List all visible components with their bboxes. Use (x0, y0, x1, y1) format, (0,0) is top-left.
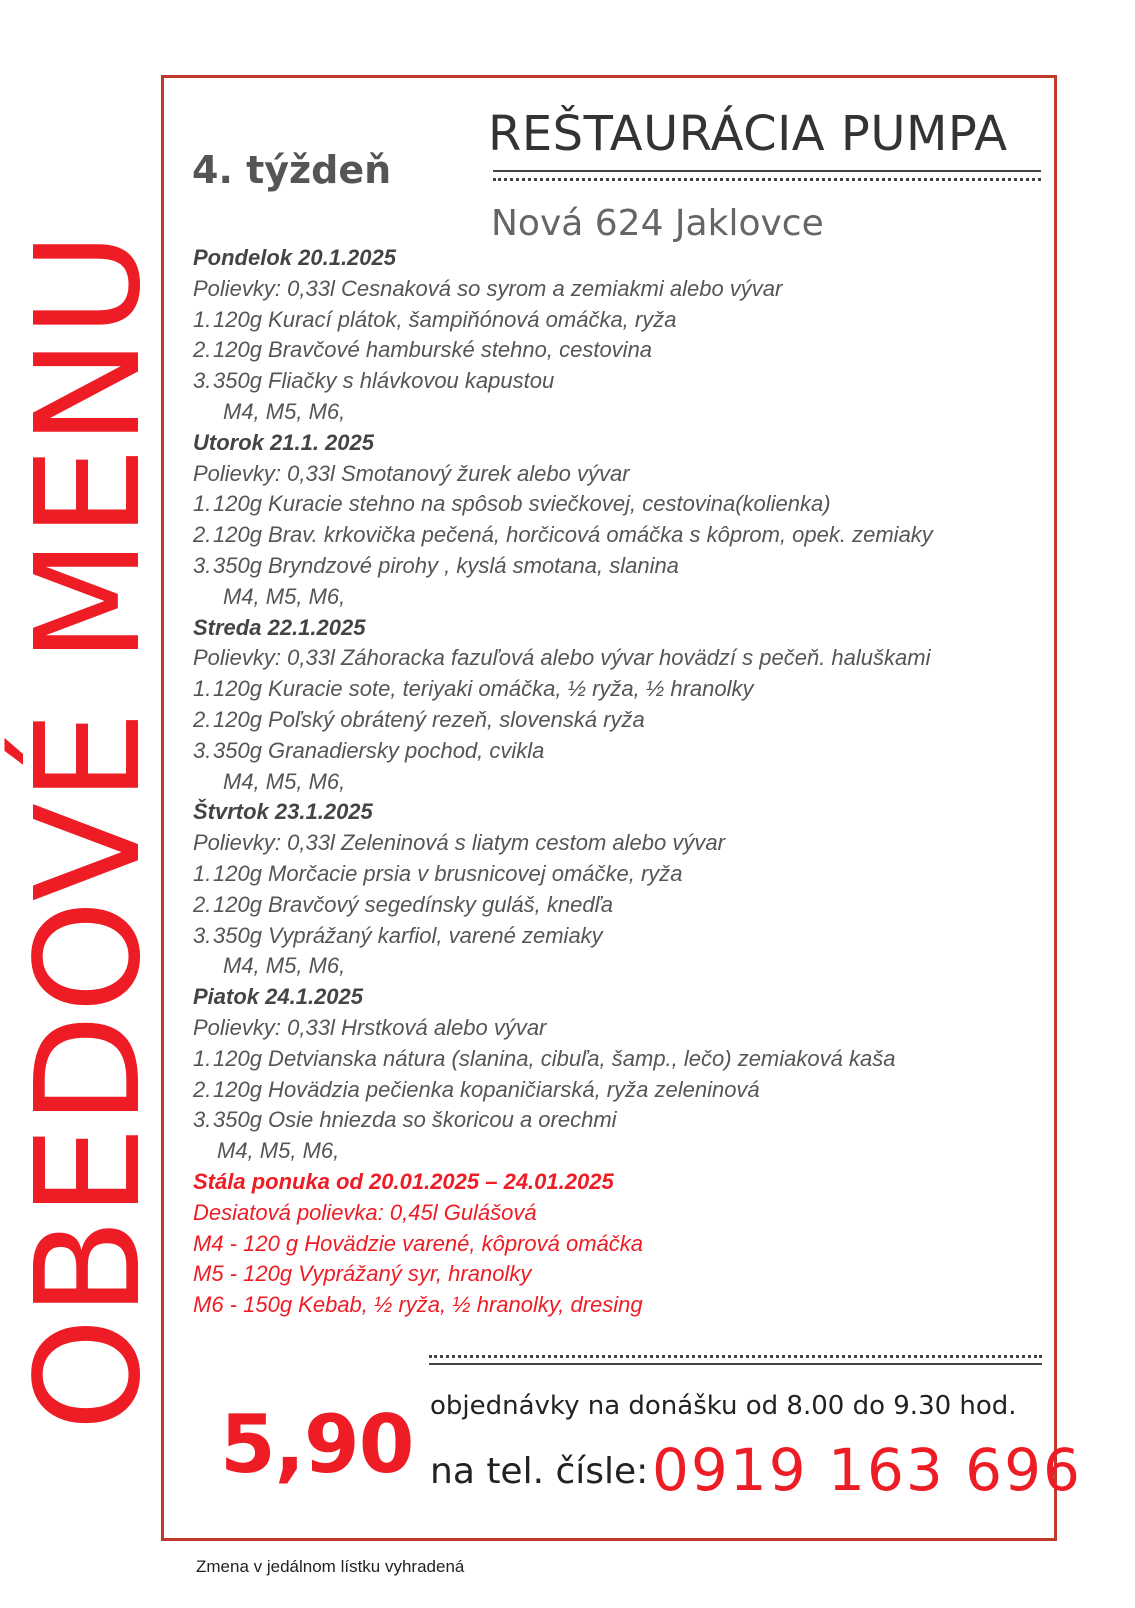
item-text: 350g Vyprážaný karfiol, varené zemiaky (213, 922, 603, 948)
restaurant-name: REŠTAURÁCIA PUMPA (488, 106, 1008, 162)
extras-line: M4, M5, M6, (223, 398, 346, 424)
day-heading: Utorok 21.1. 2025 (193, 429, 374, 455)
week-label: 4. týždeň (192, 148, 392, 192)
extras-line: M4, M5, M6, (217, 1138, 340, 1164)
item-number: 2. (193, 522, 212, 548)
item-text: 120g Bravčové hamburské stehno, cestovina (213, 337, 653, 363)
phone-number: 0919 163 696 (652, 1436, 1082, 1504)
weekly-menu (193, 243, 1043, 1321)
standing-offer-line: M6 - 150g Kebab, ½ ryža, ½ hranolky, dresing (193, 1292, 643, 1318)
menu-price: 5,90 (220, 1398, 414, 1491)
item-number: 3. (193, 922, 212, 948)
item-text: 350g Granadiersky pochod, cvikla (213, 737, 545, 763)
item-text: 120g Hovädzia pečienka kopaničiarská, ryža zeleninová (213, 1076, 760, 1102)
menu-item (193, 366, 1043, 397)
menu-item (193, 1105, 1043, 1136)
standing-offer-block (193, 1167, 1043, 1321)
standing-offer-line: M4 - 120 g Hovädzie varené, kôprová omáčka (193, 1230, 644, 1256)
extras-line: M4, M5, M6, (223, 953, 346, 979)
header-rule (493, 170, 1041, 172)
item-text: 120g Brav. krkovička pečená, horčicová omáčka s kôprom, opek. zemiaky (213, 522, 933, 548)
item-number: 1. (193, 860, 212, 886)
item-text: 120g Kuracie stehno na spôsob sviečkovej, cestovina(kolienka) (213, 491, 831, 517)
menu-item (193, 1075, 1043, 1106)
item-text: 120g Morčacie prsia v brusnicovej omáčke, ryža (213, 860, 683, 886)
item-text: 350g Bryndzové pirohy , kyslá smotana, slanina (213, 552, 679, 578)
item-text: 350g Fliačky s hlávkovou kapustou (213, 368, 555, 394)
footer-dotted-rule (429, 1355, 1042, 1358)
item-text: 120g Bravčový segedínsky guláš, knedľa (213, 891, 613, 917)
item-number: 3. (193, 552, 212, 578)
item-number: 2. (193, 337, 212, 363)
delivery-hours: objednávky na donášku od 8.00 do 9.30 hod. (430, 1391, 1017, 1421)
menu-item (193, 859, 1043, 890)
item-number: 2. (193, 706, 212, 732)
item-text: 350g Osie hniezda so škoricou a orechmi (213, 1107, 617, 1133)
day-heading: Streda 22.1.2025 (193, 614, 366, 640)
change-notice: Zmena v jedálnom lístku vyhradená (196, 1557, 465, 1576)
soup-line: Polievky: 0,33l Hrstková alebo vývar (193, 1014, 547, 1040)
menu-item (193, 520, 1043, 551)
restaurant-address: Nová 624 Jaklovce (491, 203, 824, 244)
day-block-wednesday (193, 613, 1043, 798)
item-number: 1. (193, 306, 212, 332)
day-heading: Pondelok 20.1.2025 (193, 245, 396, 270)
side-title-banner (0, 0, 175, 1550)
item-number: 3. (193, 737, 212, 763)
item-number: 3. (193, 1107, 212, 1133)
item-number: 2. (193, 891, 212, 917)
item-text: 120g Poľský obrátený rezeň, slovenská ryža (213, 706, 645, 732)
menu-item (193, 921, 1043, 952)
menu-item (193, 890, 1043, 921)
item-number: 3. (193, 368, 212, 394)
menu-item (193, 489, 1043, 520)
menu-item (193, 674, 1043, 705)
side-title-text: OBEDOVÉ MENU (4, 230, 172, 1432)
item-number: 1. (193, 491, 212, 517)
day-block-tuesday (193, 428, 1043, 613)
day-block-monday (193, 243, 1043, 428)
soup-line: Polievky: 0,33l Cesnaková so syrom a zemiakmi alebo vývar (193, 275, 783, 301)
day-heading: Piatok 24.1.2025 (193, 984, 364, 1010)
item-number: 2. (193, 1076, 212, 1102)
item-number: 1. (193, 1045, 212, 1071)
item-text: 120g Detvianska nátura (slanina, cibuľa, šamp., lečo) zemiaková kaša (213, 1045, 896, 1071)
standing-offer-heading: Stála ponuka od 20.01.2025 – 24.01.2025 (193, 1168, 614, 1194)
menu-item (193, 335, 1043, 366)
standing-offer-line: M5 - 120g Vyprážaný syr, hranolky (193, 1261, 532, 1287)
soup-line: Polievky: 0,33l Zeleninová s liatym cestom alebo vývar (193, 830, 725, 856)
footer-rule (429, 1363, 1042, 1365)
extras-line: M4, M5, M6, (223, 768, 346, 794)
menu-item (193, 551, 1043, 582)
item-text: 120g Kuracie sote, teriyaki omáčka, ½ ryža, ½ hranolky (213, 676, 754, 702)
menu-item (193, 736, 1043, 767)
menu-item (193, 1044, 1043, 1075)
menu-item (193, 305, 1043, 336)
extras-line: M4, M5, M6, (223, 583, 346, 609)
standing-offer-line: Desiatová polievka: 0,45l Gulášová (193, 1199, 537, 1225)
soup-line: Polievky: 0,33l Smotanový žurek alebo vývar (193, 460, 630, 486)
day-block-thursday (193, 797, 1043, 982)
soup-line: Polievky: 0,33l Záhoracka fazuľová alebo vývar hovädzí s pečeň. haluškami (193, 645, 931, 671)
header-dotted-rule (493, 178, 1041, 181)
day-heading: Štvrtok 23.1.2025 (193, 799, 373, 825)
day-block-friday (193, 982, 1043, 1167)
item-text: 120g Kurací plátok, šampiňónová omáčka, ryža (213, 306, 677, 332)
item-number: 1. (193, 676, 212, 702)
menu-item (193, 705, 1043, 736)
phone-label: na tel. čísle: (430, 1451, 649, 1492)
